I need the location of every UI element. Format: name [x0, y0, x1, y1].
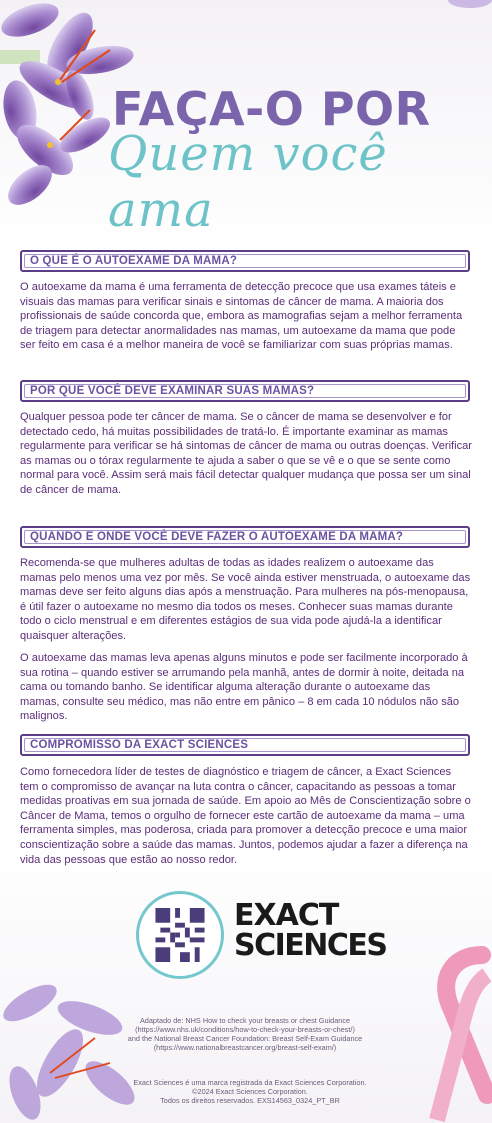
title-line-2: Quem você ama: [108, 126, 388, 238]
section-heading-why: POR QUE VOCÊ DEVE EXAMINAR SUAS MAMAS?: [20, 380, 470, 402]
sources-note: Adaptado de: NHS How to check your breasts or chest Guidance (https://www.nhs.uk/conditions/how-to-check-your-breasts-or-chest/) and the National Breast Cancer Foundation: Breast Self-Exam Guidance (https://www.nationalbreastcancer.org/breast-self-exam/): [127, 1016, 363, 1052]
qr-code-icon[interactable]: [155, 908, 205, 962]
section-heading-when: QUANDO E ONDE VOCÊ DEVE FAZER O AUTOEXAME DA MAMA?: [20, 526, 470, 548]
section-paragraph: Como fornecedora líder de testes de diagnóstico e triagem de câncer, a Exact Sciences tem o compromisso de avançar na luta contra o câncer, capacitando as pessoas a tomar medidas proativas em sua jornada de saúde. Em apoio ao Mês de Conscientização sobre o Câncer de Mama, temos o orgulho de fornecer este cartão de autoexame da mama – uma ferramenta simples, mas poderosa, criada para promover a detecção precoce e uma maior conscientização sobre a saúde das mamas. Juntos, podemos ajudar a fazer a diferença na vida das pessoas que estão ao nosso redor.: [20, 766, 471, 866]
exact-sciences-logo: EXACT SCIENCES: [234, 898, 387, 963]
section-paragraph: O autoexame da mama é uma ferramenta de detecção precoce que usa exames táteis e visuais das mamas para verificar sinais e sintomas de câncer de mama. A maioria dos profissionais de saúde concorda que, embora as mamografias sejam a melhor ferramenta de triagem para detectar anormalidades nas mamas, um autoexame da mama que pode ser feito em casa é a melhor maneira de você se familiarizar com suas próprias mamas.: [20, 281, 463, 352]
section-paragraph: Recomenda-se que mulheres adultas de todas as idades realizem o autoexame das mamas pelo menos uma vez por mês. Se você ainda estiver menstruada, o autoexame das mamas deve ser feito alguns dias após a menstruação. Para mulheres na pós-menopausa, é útil fazer o autoexame no mesmo dia todos os meses. Conhecer suas mamas durante todo o ciclo menstrual e em diferentes estágios de sua vida pode ajudá-la a identificar quaisquer alterações.: [20, 557, 471, 642]
section-heading-commitment: COMPROMISSO DA EXACT SCIENCES: [20, 734, 470, 756]
section-paragraph: O autoexame das mamas leva apenas alguns minutos e pode ser facilmente incorporado à sua rotina – quando estiver se arrumando pela manhã, antes de dormir à noite, deitada na cama ou tomando banho. Se identificar alguma alteração durante o autoexame das mamas, consulte seu médico, mas não entre em pânico – 8 em cada 10 nódulos não são malignos.: [20, 652, 468, 723]
section-heading-what: O QUE É O AUTOEXAME DA MAMA?: [20, 250, 470, 272]
section-paragraph: Qualquer pessoa pode ter câncer de mama. Se o câncer de mama se desenvolver e for detectado cedo, há muitas possibilidades de tratá-lo. É importante examinar as mamas regularmente para verificar se há sintomas de câncer de mama ou outras doenças. Verificar as mamas ou o tórax regularmente te ajuda a saber o que se vê e o que se sente como normal para você. Assim será mais fácil detectar qualquer mudança que possa ser um sinal de câncer de mama.: [20, 411, 472, 496]
pink-ribbon-icon: [412, 945, 492, 1123]
saffron-flower-icon: [440, 0, 492, 10]
footer-note: Exact Sciences é uma marca registrada da Exact Sciences Corporation. ©2024 Exact Sciences Corporation. Todos os direitos reservados. EXS14563_0324_PT_BR: [133, 1078, 367, 1105]
title-line-1: FAÇA-O POR: [112, 82, 431, 136]
